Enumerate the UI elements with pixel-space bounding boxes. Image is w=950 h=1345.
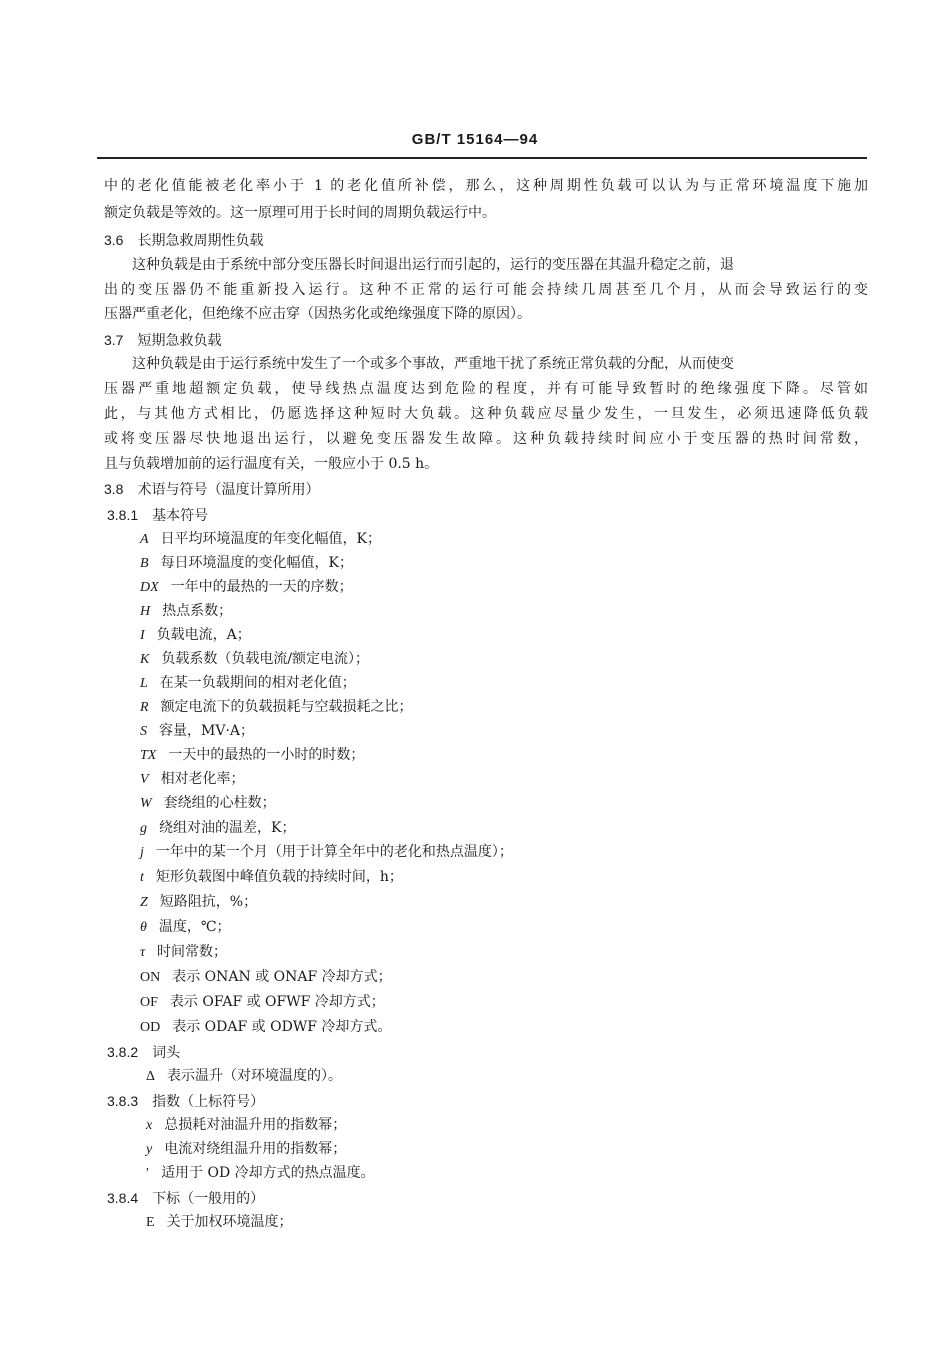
symbol: TX [140, 748, 157, 763]
section-heading-3-8 [104, 479, 319, 500]
symbol-definition: 一天中的最热的一小时的时数； [168, 747, 365, 763]
symbol: y [146, 1142, 153, 1157]
symbol: K [140, 652, 150, 667]
symbol-definition: 表示 ONAN 或 ONAF 冷却方式； [172, 969, 392, 985]
symbol: x [146, 1118, 153, 1133]
symbol-item [146, 1212, 293, 1233]
symbol-definition: 负载电流，A； [156, 627, 251, 643]
symbol-definition: 热点系数； [162, 603, 233, 619]
symbol-definition: 矩形负载图中峰值负载的持续时间，h； [155, 869, 403, 885]
symbol-definition: 时间常数； [157, 944, 228, 960]
symbol: OF [140, 995, 158, 1010]
symbol: S [140, 724, 147, 739]
section-heading-3-8-1 [107, 505, 208, 526]
symbol-definition: 相对老化率； [160, 771, 245, 787]
paragraph-line: 压器严重老化，但绝缘不应击穿（因热劣化或绝缘强度下降的原因）。 [104, 306, 531, 322]
symbol: W [140, 796, 152, 811]
symbol: I [140, 628, 145, 643]
symbol: H [140, 604, 151, 619]
symbol: R [140, 700, 149, 715]
symbol-item [140, 745, 364, 766]
section-heading-3-8-4 [107, 1188, 264, 1209]
symbol-definition: 额定电流下的负载损耗与空载损耗之比； [160, 699, 413, 715]
symbol-item [146, 1066, 342, 1087]
symbol-definition: 套绕组的心柱数； [163, 795, 276, 811]
symbol-item [140, 769, 245, 790]
symbol-definition: 适用于 OD 冷却方式的热点温度。 [161, 1165, 375, 1181]
symbol: ′ [146, 1166, 150, 1181]
symbol-definition: 表示温升（对环境温度的）。 [167, 1068, 343, 1084]
symbol: j [140, 845, 144, 860]
symbol-item [140, 842, 513, 863]
symbol: g [140, 821, 147, 836]
section-heading-3-6 [104, 230, 263, 251]
symbol-item [140, 867, 403, 888]
symbol-definition: 在某一负载期间的相对老化值； [159, 675, 356, 691]
symbol: τ [140, 945, 146, 960]
symbol-definition: 绕组对油的温差，K； [159, 820, 296, 836]
header-rule [97, 157, 867, 159]
symbol: Δ [146, 1069, 156, 1084]
section-title: 指数（上标符号） [152, 1094, 265, 1110]
symbol-item [140, 967, 392, 988]
section-heading-3-8-2 [107, 1042, 180, 1063]
symbol-item [140, 553, 353, 574]
symbol-item [140, 697, 413, 718]
symbol-definition: 温度，℃； [158, 919, 231, 935]
symbol: E [146, 1215, 155, 1230]
symbol: ON [140, 970, 161, 985]
paragraph-line: 额定负载是等效的。这一原理可用于长时间的周期负载运行中。 [104, 205, 496, 221]
paragraph-line: 这种负载是由于运行系统中发生了一个或多个事故，严重地干扰了系统正常负载的分配，从而使变 [132, 356, 734, 372]
section-number: 3.8.3 [107, 1093, 139, 1109]
section-title: 基本符号 [152, 508, 209, 524]
symbol-definition: 关于加权环境温度； [166, 1214, 293, 1230]
section-number: 3.8.2 [107, 1044, 139, 1060]
symbol: V [140, 772, 149, 787]
symbol-item [140, 601, 232, 622]
paragraph-line: 且与负载增加前的运行温度有关，一般应小于 0.5 h。 [104, 456, 439, 472]
section-title: 词头 [152, 1045, 181, 1061]
section-title: 下标（一般用的） [152, 1191, 265, 1207]
symbol-definition: 一年中的最热的一天的序数； [170, 579, 353, 595]
section-title: 短期急救负载 [137, 333, 222, 349]
symbol: t [140, 870, 144, 885]
symbol: L [140, 676, 148, 691]
symbol-definition: 一年中的某一个月（用于计算全年中的老化和热点温度）； [155, 844, 513, 860]
symbol-definition: 每日环境温度的变化幅值，K； [160, 555, 354, 571]
symbol-item [146, 1115, 346, 1136]
paragraph-line: 出的变压器仍不能重新投入运行。这种不正常的运行可能会持续几周甚至几个月，从而会导致运行的变 [104, 282, 868, 298]
paragraph-line: 这种负载是由于系统中部分变压器长时间退出运行而引起的，运行的变压器在其温升稳定之前，退 [132, 257, 734, 273]
symbol: B [140, 556, 149, 571]
symbol-item [140, 892, 257, 913]
symbol-item [146, 1163, 375, 1184]
symbol-item [140, 818, 295, 839]
section-number: 3.8.4 [107, 1190, 139, 1206]
section-number: 3.7 [104, 332, 124, 348]
symbol: Z [140, 895, 148, 910]
symbol-definition: 总损耗对油温升用的指数幂； [164, 1117, 347, 1133]
symbol-definition: 日平均环境温度的年变化幅值，K； [160, 531, 382, 547]
paragraph-line: 中的老化值能被老化率小于 1 的老化值所补偿，那么，这种周期性负载可以认为与正常环境温度下施加 [104, 178, 868, 194]
section-number: 3.8 [104, 481, 124, 497]
symbol-item [140, 673, 356, 694]
symbol: θ [140, 920, 147, 935]
symbol-item [140, 942, 227, 963]
paragraph-line: 压器严重地超额定负载，使导线热点温度达到危险的程度，并有可能导致暂时的绝缘强度下降。尽管如 [104, 381, 868, 397]
section-heading-3-7 [104, 330, 221, 351]
symbol: DX [140, 580, 159, 595]
symbol-definition: 容量，MV·A； [159, 723, 255, 739]
symbol-item [140, 577, 353, 598]
symbol-item [140, 649, 369, 670]
symbol-item [140, 992, 385, 1013]
symbol-definition: 表示 OFAF 或 OFWF 冷却方式； [169, 994, 385, 1010]
symbol: A [140, 532, 149, 547]
section-number: 3.8.1 [107, 507, 139, 523]
symbol-item [140, 625, 251, 646]
paragraph-line: 或将变压器尽快地退出运行，以避免变压器发生故障。这种负载持续时间应小于变压器的热时间常数， [104, 431, 868, 447]
symbol-item [140, 793, 276, 814]
symbol-item [140, 917, 231, 938]
section-title: 长期急救周期性负载 [137, 233, 264, 249]
symbol-item [140, 1017, 391, 1038]
standard-code-header: GB/T 15164—94 [411, 131, 539, 148]
section-title: 术语与符号（温度计算所用） [137, 482, 320, 498]
symbol-definition: 表示 ODAF 或 ODWF 冷却方式。 [172, 1019, 392, 1035]
symbol-definition: 电流对绕组温升用的指数幂； [164, 1141, 347, 1157]
symbol-definition: 负载系数（负载电流/额定电流）； [161, 651, 370, 667]
paragraph-line: 此，与其他方式相比，仍愿选择这种短时大负载。这种负载应尽量少发生，一旦发生，必须迅速降低负载 [104, 406, 868, 422]
symbol-definition: 短路阻抗，%； [159, 894, 258, 910]
symbol-item [140, 721, 254, 742]
section-number: 3.6 [104, 232, 124, 248]
symbol-item [140, 529, 381, 550]
section-heading-3-8-3 [107, 1091, 264, 1112]
symbol-item [146, 1139, 346, 1160]
symbol: OD [140, 1020, 161, 1035]
